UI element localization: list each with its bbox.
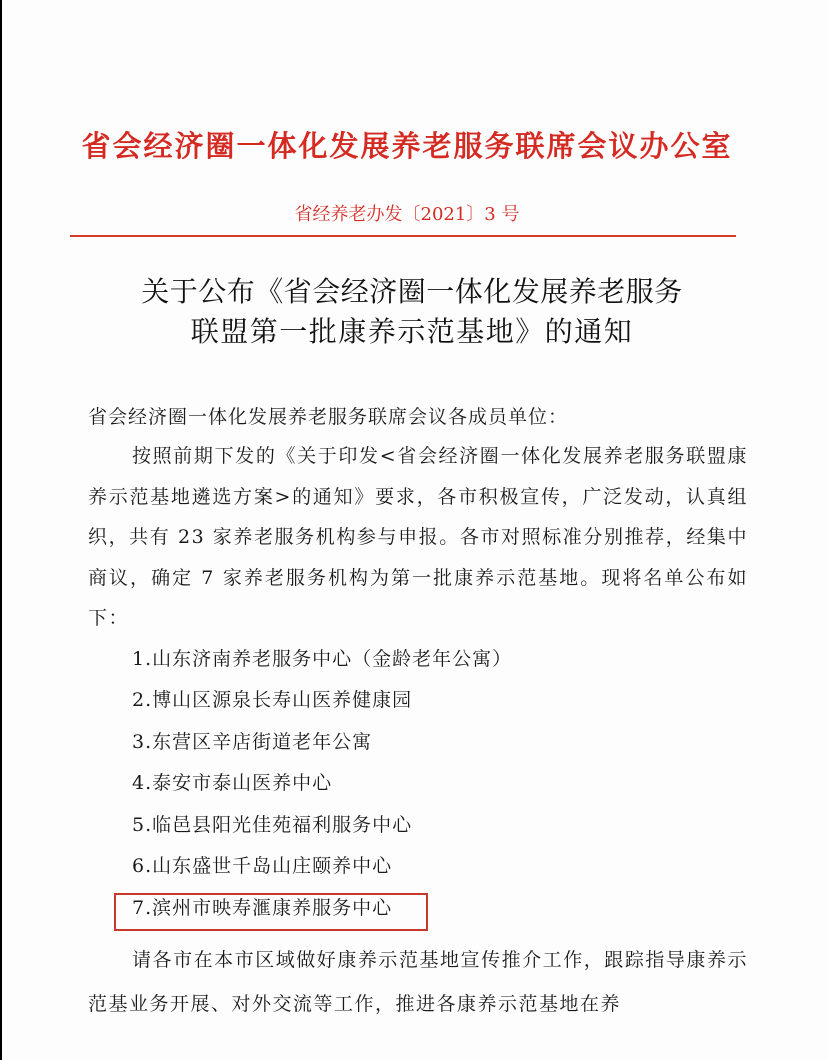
document-page: [2, 0, 828, 1060]
list-item-highlighted: 7.滨州市映寿滙康养服务中心: [132, 896, 393, 919]
document-number: 省经养老办发〔2021〕3 号: [294, 204, 520, 225]
list-item: 2.博山区源泉长寿山医养健康园: [132, 689, 413, 711]
salutation: 省会经济圈一体化发展养老服务联席会议各成员单位：: [88, 406, 569, 428]
notice-title: [2, 272, 822, 352]
body-paragraph-1: 按照前期下发的《关于印发<省会经济圈一体化发展养老服务联盟康养示范基地遴选方案>的通知》要求，各市积极宣传，广泛发动，认真组织，共有 23 家养老服务机构参与申报。各市对照标准分别推荐，经集中商议，确定 7 家养老服务机构为第一批康养示范基地。现将名单公布如下：: [88, 445, 748, 629]
red-separator-line: [70, 235, 736, 237]
base-list: [88, 639, 748, 930]
list-item: 6.山东盛世千岛山庄颐养中心: [132, 855, 393, 877]
body-paragraph-2: 请各市在本市区域做好康养示范基地宣传推介工作，跟踪指导康养示范基业务开展、对外交流等工作，推进各康养示范基地在养: [88, 949, 748, 1015]
notice-title-line-1: 关于公布《省会经济圈一体化发展养老服务: [141, 275, 683, 308]
list-item: 4.泰安市泰山医养中心: [132, 772, 333, 794]
list-item: 1.山东济南养老服务中心（金龄老年公寓）: [132, 647, 513, 670]
notice-title-line-2: 联盟第一批康养示范基地》的通知: [190, 315, 634, 348]
notice-body: [88, 398, 748, 929]
issuing-office-header: 省会经济圈一体化发展养老服务联席会议办公室: [81, 129, 733, 163]
highlight-annotation-box: [114, 893, 428, 931]
list-item: 3.东营区辛店街道老年公寓: [132, 730, 373, 753]
list-item: 5.临邑县阳光佳苑福利服务中心: [132, 813, 413, 836]
